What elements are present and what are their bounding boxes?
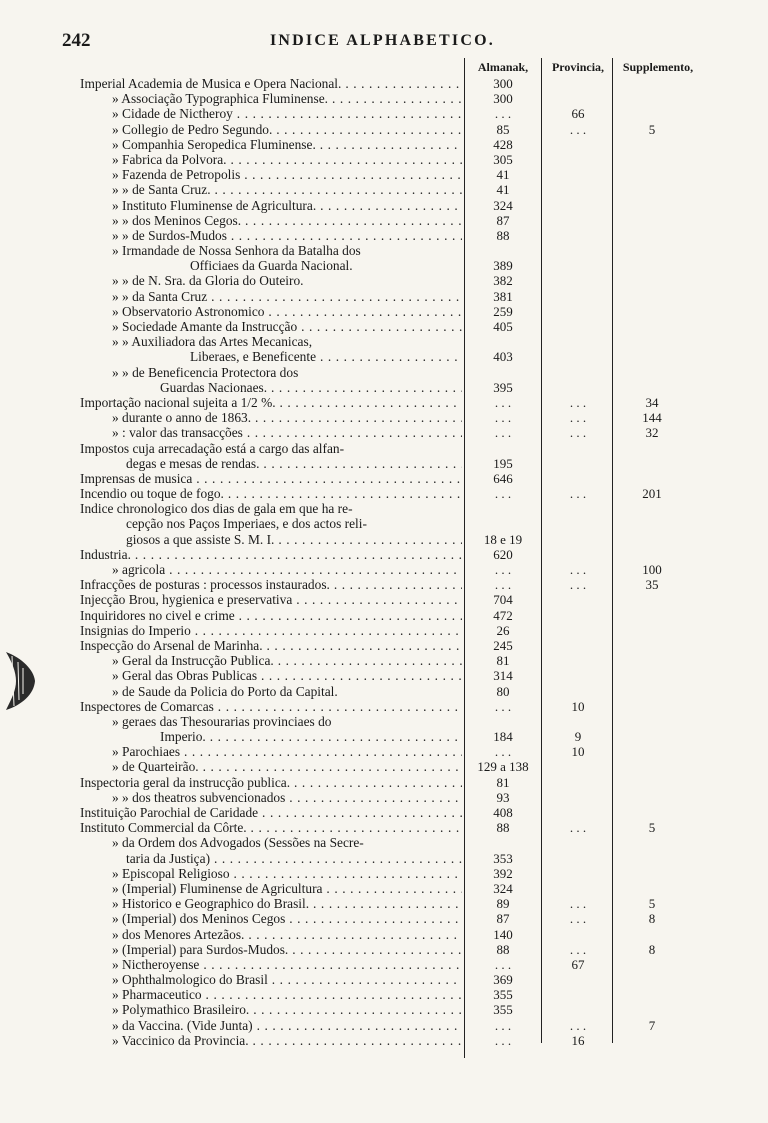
entry-almanak-ref: . . . — [494, 410, 512, 426]
entry-label: » Polymathico Brasileiro. . . . — [112, 1002, 462, 1017]
index-row — [0, 76, 768, 91]
entry-label: cepção nos Paços Imperiaes, e dos actos reli- — [126, 516, 367, 532]
entry-almanak-ref: 395 — [493, 379, 513, 395]
entry-label: » Associação Typographica Fluminense. . . . — [112, 91, 462, 106]
entry-label: » Observatorio Astronomico . . . — [112, 304, 462, 319]
index-row — [0, 425, 768, 440]
entry-provincia-ref: 9 — [574, 729, 582, 745]
index-row — [0, 167, 768, 182]
entry-almanak-ref: 382 — [493, 273, 513, 289]
entry-almanak-ref: 405 — [493, 319, 513, 334]
entry-almanak-ref: 41 — [496, 182, 510, 198]
column-header-provincia: Provincia, — [551, 60, 605, 74]
index-row — [0, 592, 768, 607]
index-row — [0, 410, 768, 425]
entry-provincia-ref: 66 — [571, 106, 585, 122]
entry-label: Inquiridores no civel e crime . . . — [80, 608, 462, 623]
entry-provincia-ref: 16 — [571, 1032, 585, 1048]
entry-label: » Fazenda de Petropolis . . . — [112, 167, 462, 182]
column-header-almanak: Almanak, — [477, 60, 529, 74]
entry-label: Inspectores de Comarcas . . . — [80, 699, 462, 714]
entry-label: » » dos theatros subvencionados . . . — [112, 790, 462, 805]
entry-almanak-ref: 381 — [493, 288, 513, 304]
entry-almanak-ref: 80 — [496, 683, 510, 699]
entry-label: » Collegio de Pedro Segundo. . . . — [112, 122, 462, 137]
entry-label: » durante o anno de 1863. . . . — [112, 410, 462, 425]
index-row — [0, 319, 768, 334]
entry-almanak-ref: 85 — [496, 121, 510, 137]
entry-label: » Irmandade de Nossa Senhora da Batalha dos — [112, 243, 361, 259]
index-row — [0, 258, 768, 273]
index-row — [0, 562, 768, 577]
index-row — [0, 684, 768, 699]
index-row — [0, 759, 768, 774]
index-row — [0, 349, 768, 364]
index-row — [0, 866, 768, 881]
entry-supplemento-ref: 5 — [648, 896, 656, 912]
entry-supplemento-ref: 144 — [642, 410, 662, 426]
entry-almanak-ref: . . . — [494, 698, 512, 714]
entry-supplemento-ref: 100 — [642, 562, 662, 577]
entry-almanak-ref: 41 — [496, 167, 510, 183]
entry-almanak-ref: 88 — [496, 941, 510, 957]
entry-label: Industria. . . . — [80, 547, 462, 562]
entry-supplemento-ref: 7 — [648, 1017, 656, 1033]
entry-label: Infracções de posturas : processos instaurados. . . . — [80, 577, 462, 592]
entry-almanak-ref: 300 — [493, 91, 513, 107]
entry-almanak-ref: 369 — [493, 972, 513, 988]
entry-almanak-ref: 88 — [496, 227, 510, 243]
index-row — [0, 851, 768, 866]
entry-label: » » de Santa Cruz. . . . — [112, 182, 462, 197]
entry-almanak-ref: 408 — [493, 805, 513, 820]
index-row — [0, 790, 768, 805]
entry-label: » Sociedade Amante da Instrucção . . . — [112, 319, 462, 334]
entry-provincia-ref: . . . — [569, 562, 587, 577]
entry-almanak-ref: 355 — [493, 987, 513, 1003]
entry-almanak-ref: 620 — [493, 546, 513, 562]
entry-label: » : valor das transacções . . . — [112, 425, 462, 440]
entry-label: » (Imperial) Fluminense de Agricultura . . . — [112, 881, 462, 896]
entry-supplemento-ref: 34 — [645, 394, 659, 410]
index-row — [0, 820, 768, 835]
index-row — [0, 608, 768, 623]
entry-label: Inspecção do Arsenal de Marinha. . . . — [80, 638, 462, 653]
entry-label: giosos a que assiste S. M. I. . . . — [126, 532, 462, 547]
index-row — [0, 577, 768, 592]
entry-supplemento-ref: 5 — [648, 121, 656, 137]
column-header-supplemento: Supplemento, — [622, 60, 694, 74]
index-row — [0, 714, 768, 729]
entry-almanak-ref: 129 a 138 — [477, 759, 529, 775]
entry-almanak-ref: . . . — [494, 486, 512, 502]
entry-supplemento-ref: 8 — [648, 941, 656, 957]
entry-label: » Cidade de Nictheroy . . . — [112, 106, 462, 121]
index-row — [0, 942, 768, 957]
index-row — [0, 456, 768, 471]
index-row — [0, 957, 768, 972]
entry-label: » de Quarteirão. . . . — [112, 759, 462, 774]
entry-provincia-ref: . . . — [569, 941, 587, 957]
entry-provincia-ref: . . . — [569, 410, 587, 426]
index-row — [0, 896, 768, 911]
entry-almanak-ref: 245 — [493, 637, 513, 653]
entry-supplemento-ref: 32 — [645, 425, 659, 441]
index-row — [0, 744, 768, 759]
index-row — [0, 395, 768, 410]
index-row — [0, 653, 768, 668]
index-row — [0, 182, 768, 197]
index-row — [0, 547, 768, 562]
entry-label: » (Imperial) para Surdos-Mudos. . . . — [112, 942, 462, 957]
index-row — [0, 699, 768, 714]
entry-provincia-ref: 10 — [571, 698, 585, 714]
entry-label: » » de N. Sra. da Gloria do Outeiro. — [112, 273, 304, 289]
index-row — [0, 137, 768, 152]
index-row — [0, 668, 768, 683]
entry-provincia-ref: . . . — [569, 121, 587, 137]
entry-almanak-ref: 324 — [493, 880, 513, 896]
index-row — [0, 471, 768, 486]
entry-label: Instituição Parochial de Caridade . . . — [80, 805, 462, 820]
entry-almanak-ref: . . . — [494, 1032, 512, 1048]
entry-supplemento-ref: 8 — [648, 911, 656, 927]
entry-label: » da Ordem dos Advogados (Sessões na Secre- — [112, 835, 364, 851]
entry-label: » Ophthalmologico do Brasil . . . — [112, 972, 462, 987]
entry-almanak-ref: 87 — [496, 911, 510, 927]
entry-almanak-ref: 305 — [493, 151, 513, 167]
entry-almanak-ref: . . . — [494, 394, 512, 410]
entry-label: degas e mesas de rendas. . . . — [126, 456, 462, 471]
entry-label: » (Imperial) dos Meninos Cegos . . . — [112, 911, 462, 926]
entry-label: » » da Santa Cruz . . . — [112, 289, 462, 304]
entry-supplemento-ref: 5 — [648, 820, 656, 836]
entry-label: » Episcopal Religioso . . . — [112, 866, 462, 881]
entry-label: » Vaccinico da Provincia. . . . — [112, 1033, 462, 1048]
entry-label: » Companhia Seropedica Fluminense. . . . — [112, 137, 462, 152]
index-row — [0, 972, 768, 987]
index-row — [0, 289, 768, 304]
entry-almanak-ref: . . . — [494, 744, 512, 760]
entry-label: » Historico e Geographico do Brasil. . . . — [112, 896, 462, 911]
entry-almanak-ref: 392 — [493, 865, 513, 881]
index-row — [0, 532, 768, 547]
entry-label: Imperial Academia de Musica e Opera Nacional. . . . — [80, 76, 462, 91]
entry-almanak-ref: 81 — [496, 653, 510, 669]
index-row — [0, 365, 768, 380]
index-row — [0, 911, 768, 926]
entry-label: Guardas Nacionaes. . . . — [160, 380, 462, 395]
entry-label: » Parochiaes . . . — [112, 744, 462, 759]
index-row — [0, 441, 768, 456]
entry-almanak-ref: 353 — [493, 850, 513, 866]
entry-label: » dos Menores Artezãos. . . . — [112, 927, 462, 942]
entry-provincia-ref: 67 — [571, 956, 585, 972]
index-row — [0, 729, 768, 744]
index-row — [0, 304, 768, 319]
index-row — [0, 1002, 768, 1017]
entry-label: Impostos cuja arrecadação está a cargo das alfan- — [80, 440, 345, 456]
entry-almanak-ref: 88 — [496, 820, 510, 836]
entry-almanak-ref: . . . — [494, 956, 512, 972]
entry-label: Indice chronologico dos dias de gala em que ha re- — [80, 501, 353, 517]
entry-almanak-ref: 704 — [493, 592, 513, 608]
index-row — [0, 501, 768, 516]
entry-label: Instituto Commercial da Côrte. . . . — [80, 820, 462, 835]
entry-almanak-ref: 300 — [493, 76, 513, 91]
index-row — [0, 486, 768, 501]
index-row — [0, 243, 768, 258]
entry-provincia-ref: . . . — [569, 1017, 587, 1033]
entry-almanak-ref: 87 — [496, 212, 510, 228]
entry-label: Injecção Brou, hygienica e preservativa . . . — [80, 592, 462, 607]
entry-almanak-ref: 81 — [496, 774, 510, 790]
entry-label: » Pharmaceutico . . . — [112, 987, 462, 1002]
entry-almanak-ref: 428 — [493, 136, 513, 152]
entry-almanak-ref: 93 — [496, 789, 510, 805]
entry-almanak-ref: 403 — [493, 349, 513, 365]
index-row — [0, 273, 768, 288]
entry-label: » » dos Meninos Cegos. . . . — [112, 213, 462, 228]
entry-label: » Fabrica da Polvora. . . . — [112, 152, 462, 167]
entry-label: » » de Beneficencia Protectora dos — [112, 364, 299, 380]
entry-almanak-ref: 324 — [493, 197, 513, 213]
entry-almanak-ref: . . . — [494, 577, 512, 593]
index-row — [0, 106, 768, 121]
entry-almanak-ref: . . . — [494, 562, 512, 577]
entry-label: » Geral da Instrucção Publica. . . . — [112, 653, 462, 668]
entry-provincia-ref: . . . — [569, 911, 587, 927]
entry-almanak-ref: 646 — [493, 470, 513, 486]
entry-label: Insignias do Imperio . . . — [80, 623, 462, 638]
entry-almanak-ref: 89 — [496, 896, 510, 912]
index-row — [0, 91, 768, 106]
page-title: INDICE ALPHABETICO. — [270, 32, 495, 49]
index-row — [0, 198, 768, 213]
entry-label: Officiaes da Guarda Nacional. — [190, 258, 353, 274]
entry-supplemento-ref: 201 — [642, 486, 662, 502]
entry-provincia-ref: . . . — [569, 486, 587, 502]
entry-label: Importação nacional sujeita a 1/2 %. . . . — [80, 395, 462, 410]
entry-almanak-ref: . . . — [494, 425, 512, 441]
entry-label: » Instituto Fluminense de Agricultura. . . . — [112, 198, 462, 213]
entry-label: Liberaes, e Beneficente . . . — [190, 349, 462, 364]
entry-almanak-ref: 26 — [496, 622, 510, 638]
index-row — [0, 881, 768, 896]
entry-label: » agricola . . . — [112, 562, 462, 577]
entry-provincia-ref: . . . — [569, 394, 587, 410]
index-row — [0, 805, 768, 820]
entry-label: Imprensas de musica . . . — [80, 471, 462, 486]
page-number: 242 — [62, 30, 91, 51]
entry-label: Imperio. . . . — [160, 729, 462, 744]
entry-almanak-ref: 389 — [493, 258, 513, 274]
index-row — [0, 152, 768, 167]
entry-label: » Geral das Obras Publicas . . . — [112, 668, 462, 683]
index-entries — [0, 76, 768, 1048]
index-row — [0, 927, 768, 942]
entry-provincia-ref: . . . — [569, 896, 587, 912]
index-row — [0, 835, 768, 850]
entry-almanak-ref: 184 — [493, 729, 513, 745]
entry-provincia-ref: . . . — [569, 577, 587, 593]
index-row — [0, 1033, 768, 1048]
entry-label: » » Auxiliadora das Artes Mecanicas, — [112, 334, 313, 350]
entry-label: » » de Surdos-Mudos . . . — [112, 228, 462, 243]
entry-provincia-ref: 10 — [571, 744, 585, 760]
entry-label: » da Vaccina. (Vide Junta) . . . — [112, 1018, 462, 1033]
entry-almanak-ref: 472 — [493, 607, 513, 623]
entry-label: » Nictheroyense . . . — [112, 957, 462, 972]
index-row — [0, 228, 768, 243]
entry-label: » de Saude da Policia do Porto da Capital. — [112, 683, 338, 699]
index-row — [0, 213, 768, 228]
entry-almanak-ref: 314 — [493, 668, 513, 684]
index-row — [0, 1018, 768, 1033]
index-row — [0, 334, 768, 349]
index-row — [0, 122, 768, 137]
entry-almanak-ref: . . . — [494, 1017, 512, 1033]
entry-label: » geraes das Thesourarias provinciaes do — [112, 713, 332, 729]
entry-almanak-ref: 355 — [493, 1002, 513, 1018]
index-row — [0, 987, 768, 1002]
entry-almanak-ref: 195 — [493, 455, 513, 471]
entry-almanak-ref: 18 e 19 — [483, 531, 523, 547]
index-row — [0, 638, 768, 653]
entry-provincia-ref: . . . — [569, 820, 587, 836]
index-row — [0, 516, 768, 531]
index-row — [0, 623, 768, 638]
index-row — [0, 775, 768, 790]
index-row — [0, 380, 768, 395]
entry-almanak-ref: 140 — [493, 926, 513, 942]
entry-almanak-ref: . . . — [494, 106, 512, 122]
entry-almanak-ref: 259 — [493, 303, 513, 319]
entry-label: taria da Justiça) . . . — [126, 851, 462, 866]
page-edge-ink-mark — [4, 650, 38, 712]
entry-label: Inspectoria geral da instrucção publica. . . . — [80, 775, 462, 790]
entry-supplemento-ref: 35 — [645, 577, 659, 593]
entry-provincia-ref: . . . — [569, 425, 587, 441]
entry-label: Incendio ou toque de fogo. . . . — [80, 486, 462, 501]
